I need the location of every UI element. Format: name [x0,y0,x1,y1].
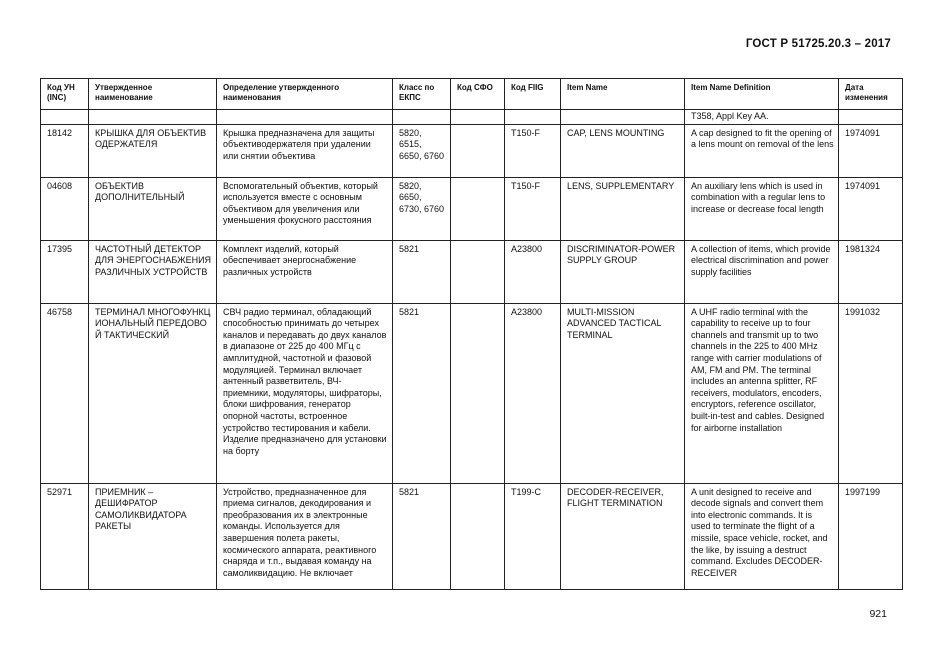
col-header-sfo: Код СФО [451,79,505,110]
cell-date: 1997199 [839,483,903,589]
cell-class: 5821 [393,303,451,483]
col-header-class: Класс по ЕКПС [393,79,451,110]
cell-fiig: T150-F [505,124,561,177]
cell-name: ПРИЕМНИК – ДЕШИФРАТОР САМОЛИКВИДАТОРА РАКЕТЫ [89,483,217,589]
cell-item-definition: T358, Appl Key AA. [685,110,839,125]
cell-item-definition: A unit designed to receive and decode signals and convert them into electronic commands. It is used to terminate the flight of a missile, space vehicle, rocket, and the like, by issuing a destruct command. Excludes DECODER-RECEIVER [685,483,839,589]
cell-item-definition: A UHF radio terminal with the capability to receive up to four channels and transmit up to two channels in the 225 to 400 MHz range with carrier modulations of AM, FM and PM. The terminal includes an antenna splitter, RF receivers, modulators, encoders, encryptors, reference oscillator, built-in-test and cables. Designed for airborne installation [685,303,839,483]
col-header-item-definition: Item Name Definition [685,79,839,110]
cell-class: 5820, 6515, 6650, 6760 [393,124,451,177]
cell-date: 1974091 [839,124,903,177]
cell-fiig: A23800 [505,303,561,483]
cell-fiig: T199-C [505,483,561,589]
cell-name: ОБЪЕКТИВ ДОПОЛНИТЕЛЬНЫЙ [89,177,217,240]
cell-definition: Устройство, предназначенное для приема сигналов, декодирования и преобразования их в электронные команды. Используется для завершения полета ракеты, космического аппарата, реактивного снаряда и т.п., выдавая команду на самоликвидацию. Не включает [217,483,393,589]
cell-name: ЧАСТОТНЫЙ ДЕТЕКТОР ДЛЯ ЭНЕРГОСНАБЖЕНИЯ РАЗЛИЧНЫХ УСТРОЙСТВ [89,240,217,303]
table-header-row [41,79,903,110]
table-row [41,124,903,177]
col-header-definition: Определение утвержденного наименования [217,79,393,110]
col-header-name: Утвержденное наименование [89,79,217,110]
col-header-fiig: Код FIIG [505,79,561,110]
table-row [41,177,903,240]
cell-sfo [451,177,505,240]
cell-name: КРЫШКА ДЛЯ ОБЪЕКТИВОДЕРЖАТЕЛЯ [89,124,217,177]
page-number: 921 [869,608,887,620]
cell-item-definition: A collection of items, which provide electrical discrimination and power supply facilities [685,240,839,303]
cell-fiig: A23800 [505,240,561,303]
cell-date: 1991032 [839,303,903,483]
cell-item-name: CAP, LENS MOUNTING [561,124,685,177]
cell-item-name: MULTI-MISSION ADVANCED TACTICAL TERMINAL [561,303,685,483]
cell-inc: 46758 [41,303,89,483]
cell-sfo [451,303,505,483]
cell-item-definition: An auxiliary lens which is used in combination with a regular lens to increase or decrease focal length [685,177,839,240]
cell-fiig: T150-F [505,177,561,240]
cell-definition: СВЧ радио терминал, обладающий способностью принимать до четырех каналов и передавать до двух каналов в диапазоне от 225 до 400 МГц с амплитудной, частотной и фазовой модуляцией. Терминал включает антенный разветвитель, ВЧ-приемники, модуляторы, шифраторы, блоки шифрования, генератор опорной частоты, встроенное устройство тестирования и кабели. Изделие предназначено для установки на борту [217,303,393,483]
cell-inc: 17395 [41,240,89,303]
cell-definition: Комплект изделий, который обеспечивает энергоснабжение различных устройств [217,240,393,303]
cell-name: ТЕРМИНАЛ МНОГОФУНКЦИОНАЛЬНЫЙ ПЕРЕДОВОЙ ТАКТИЧЕСКИЙ [89,303,217,483]
cell-date: 1974091 [839,177,903,240]
cell-inc: 18142 [41,124,89,177]
cell-class: 5821 [393,240,451,303]
cell-inc: 04608 [41,177,89,240]
cell-item-name: DISCRIMINATOR-POWER SUPPLY GROUP [561,240,685,303]
col-header-date: Дата изменения [839,79,903,110]
col-header-inc: Код УН (INC) [41,79,89,110]
table-row-continuation [41,110,903,125]
cell-sfo [451,240,505,303]
document-standard-header: ГОСТ Р 51725.20.3 – 2017 [745,38,891,50]
cell-item-name: LENS, SUPPLEMENTARY [561,177,685,240]
classification-table [40,78,903,590]
cell-definition: Крышка предназначена для защиты объективодержателя при удалении или снятии объектива [217,124,393,177]
cell-item-name: DECODER-RECEIVER, FLIGHT TERMINATION [561,483,685,589]
cell-item-definition: A cap designed to fit the opening of a lens mount on removal of the lens [685,124,839,177]
table-row [41,240,903,303]
cell-inc: 52971 [41,483,89,589]
cell-sfo [451,124,505,177]
cell-sfo [451,483,505,589]
cell-class: 5820, 6650, 6730, 6760 [393,177,451,240]
cell-definition: Вспомогательный объектив, который используется вместе с основным объективом для увеличения или уменьшения фокусного расстояния [217,177,393,240]
col-header-item-name: Item Name [561,79,685,110]
cell-date: 1981324 [839,240,903,303]
table-row [41,303,903,483]
table-row [41,483,903,589]
cell-class: 5821 [393,483,451,589]
